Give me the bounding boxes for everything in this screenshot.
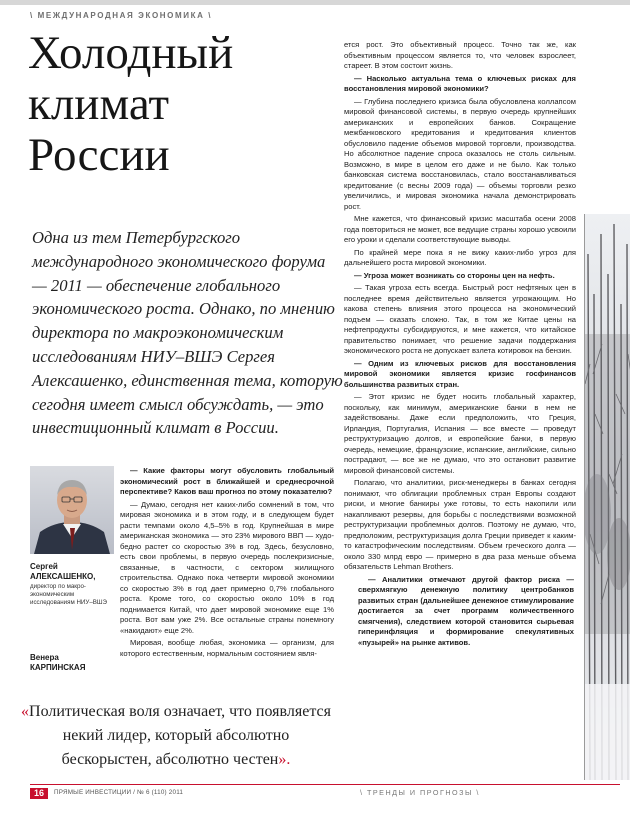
- question-paragraph: — Какие факторы могут обусловить глобальный экономический рост в ближайшей и среднесрочной перспективе? Каков ваш прогноз по этому показателю?: [120, 466, 334, 496]
- page-number: 16: [30, 788, 48, 799]
- answer-paragraph: — Такая угроза есть всегда. Быстрый рост нефтяных цен в последнее время действительно является угрожающим. Но какова степень влияния этого процесса на экономический подъем — сказать сложно. Так, в том же Китае цены на нефтепродукты субсидируются, и мне кажется, что китайское правительство понимает, что решение задачи поддержания экономического роста не допускает взлета котировок на бензин.: [344, 283, 576, 355]
- top-bar: [0, 0, 630, 5]
- interviewer-first-name: Венера: [30, 653, 59, 662]
- answer-paragraph: — Глубина последнего кризиса была обусловлена коллапсом мировой финансовой системы, в первую очередь крупнейших американских и европейских банков. Сокращение межбанковского кредитования и кредитования клиентов обусловило падение объемов мировой торговли, производства. Но абсолютное падение спроса оказалось не столь сильным. Возможно, в мире в целом его даже и не было. Как только банковская система восстановилась, стало восстанавливаться кредитование (с весны 2009 года) — объемы торговли резко увеличились, и мировая экономика начала демонстрировать рост.: [344, 96, 576, 211]
- author-title: директор по макроэкономическим исследованиям НИУ–ВШЭ: [30, 583, 107, 606]
- quote-text: Политическая воля означает, что появляется некий лидер, который абсолютно бескорыстен, абсолютно честен: [29, 703, 331, 768]
- question-paragraph: — Угроза может возникать со стороны цен на нефть.: [354, 270, 555, 280]
- pull-quote: [16, 700, 336, 772]
- author-name: [30, 562, 110, 582]
- author-last-name: АЛЕКСАШЕНКО,: [30, 572, 96, 581]
- answer-paragraph: Мне кажется, что финансовый кризис масштаба осени 2008 года повториться не может, все ведущие страны хорошо усвоили его уроки и сделали соответствующие выводы.: [344, 214, 576, 244]
- quote-open-mark: «: [21, 703, 30, 720]
- section-label: \ МЕЖДУНАРОДНАЯ ЭКОНОМИКА \: [30, 11, 213, 20]
- author-photo: [30, 466, 114, 554]
- magazine-issue: ПРЯМЫЕ ИНВЕСТИЦИИ / № 6 (110) 2011: [54, 789, 184, 796]
- answer-paragraph: ется рост. Это объективный процесс. Точно так же, как объективным процессом является то, что человек взрослеет, стареет. В этом состоит жизнь.: [344, 40, 576, 70]
- answer-paragraph: Мировая, вообще любая, экономика — организм, для которого естественным, нормальным состоянием явля-: [120, 638, 334, 658]
- question-paragraph: — Одним из ключевых рисков для восстановления мировой экономики является кризис госфинансов большинства развитых стран.: [344, 358, 576, 389]
- title-line: климат: [28, 78, 170, 130]
- column-middle: [120, 466, 334, 661]
- footer-section: \ ТРЕНДЫ И ПРОГНОЗЫ \: [360, 788, 480, 797]
- quote-close-mark: ».: [278, 751, 291, 768]
- article-title: [28, 28, 328, 181]
- title-line: России: [28, 129, 170, 181]
- question-paragraph: — Аналитики отмечают другой фактор риска — сверхмягкую денежную политику центробанков развитых стран (дальнейшее денежное стимулирование достигается за счет программ количественного смягчения), следствием которой становится сырьевая гиперинфляция и формирование спекулятивных «пузырей» на рынке активов.: [358, 574, 574, 647]
- footer-rule: [30, 784, 620, 785]
- column-right: [344, 40, 576, 650]
- answer-paragraph: — Думаю, сегодня нет каких-либо сомнений в том, что мировая экономика и в этом году, и в следующем будет расти темпами около 4,5–5% в год. Крупнейшая в мире американская экономика — это 23% мирового ВВП — худо-бедно растет со скоростью 3% в год. Здесь, безусловно, есть свои проблемы, в первую очередь послекризисные, связанные, в частности, с сектором жилищного строительства. Однако пока четверти мировой экономики со скоростью 3% в год дает примерно 0,7% глобального роста. Кроме того, со скоростью около 10% в год поднимается Китай, что дает мировой экономике еще 1% роста. Вот вам уже 2%. Все остальные страны понемногу «накидают» еще 2%.: [120, 499, 334, 635]
- interviewer-name: [30, 653, 110, 673]
- answer-paragraph: Полагаю, что аналитики, риск-менеджеры в банках сегодня понимают, что облигации проблемных стран Европы создают риски, и многие банкиры уже готовы, то есть накопили или накапливают резервы, для борьбы с последствиями возможной реструктуризации проблемных долгов. Поэтому не думаю, что, предположим, реструктуризация долга Греции приведет к каким-то катастрофическим последствиям. Объем греческого долга — около 330 млрд евро — примерно в два раза меньше объема обязательств Lehman Brothers.: [344, 478, 576, 571]
- title-line: Холодный: [28, 27, 234, 79]
- answer-paragraph: По крайней мере пока я не вижу каких-либо угроз для дальнейшего роста мировой экономики.: [344, 247, 576, 267]
- answer-paragraph: — Этот кризис не будет носить глобальный характер, поскольку, как минимум, американские банки в нем не задействованы. Даже если предположить, что Греция, Ирландия, Португалия, Испания — все вместе — проведут реструктуризацию долгов, и европейские банки, в первую очередь, немецкие, французские, испанские, английские, сильно пострадают, — все же не думаю, что это остановит развитие мировой финансовой системы.: [344, 392, 576, 475]
- question-paragraph: — Насколько актуальна тема о ключевых рисках для восстановления мировой экономики?: [344, 73, 576, 93]
- snowy-forest-image: [584, 214, 630, 780]
- article-lead: Одна из тем Петербургского международного экономического форума — 2011 — обеспечение глобального экономического роста. Однако, по мнению директора по макроэкономическим исследованиям НИУ–ВШЭ Сергея Алексашенко, единственная тема, которую сегодня имеет смысл обсуждать, — это инвестиционный климат в России.: [32, 228, 343, 438]
- interviewer-last-name: КАРПИНСКАЯ: [30, 663, 86, 672]
- author-first-name: Сергей: [30, 562, 58, 571]
